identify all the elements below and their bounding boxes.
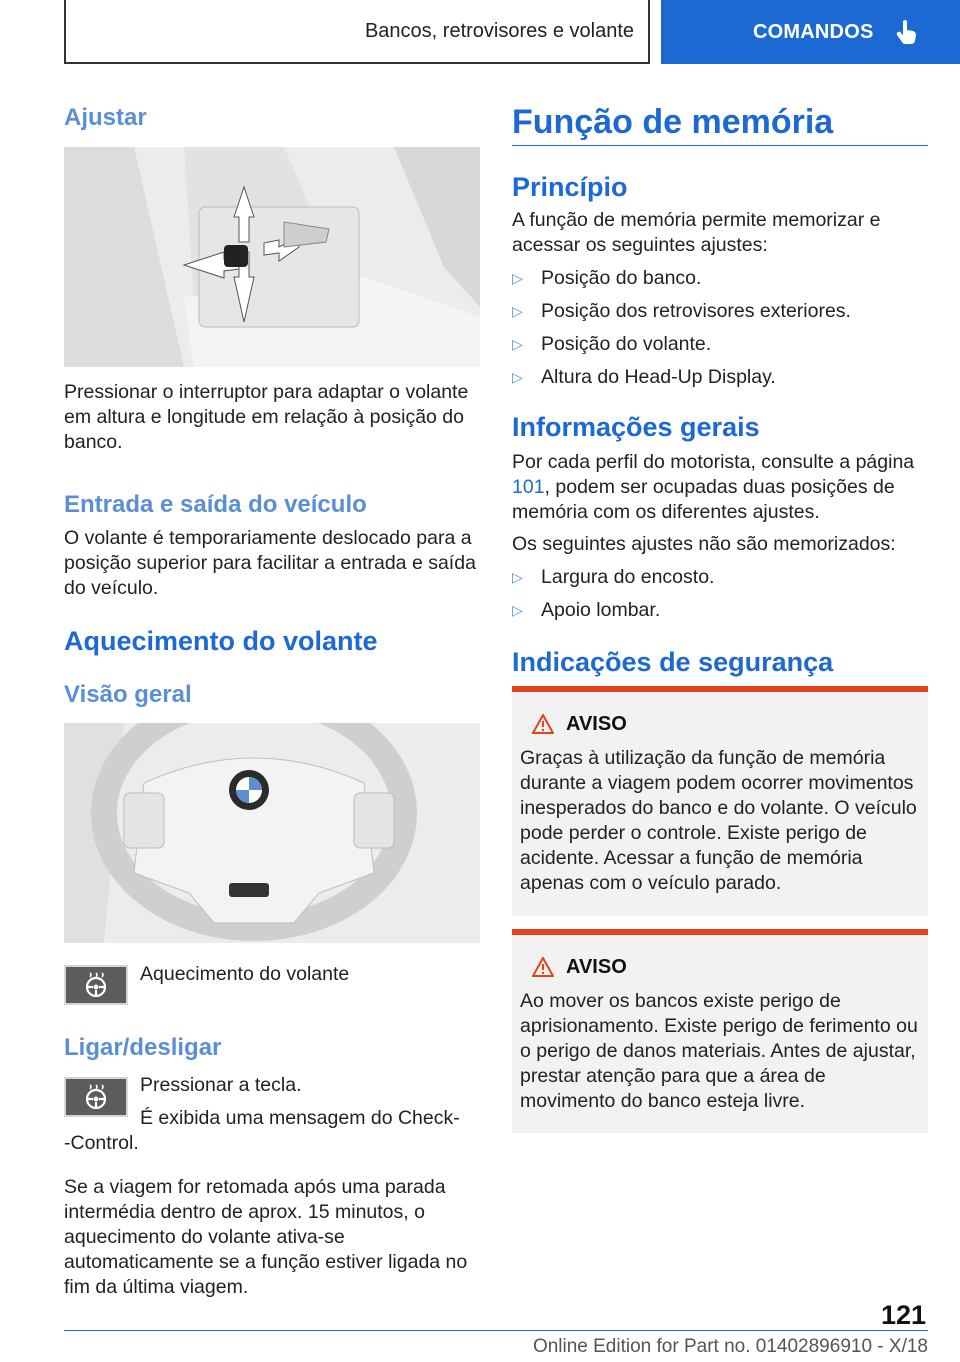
triangle-bullet-icon: ▷ <box>512 369 523 385</box>
heading-ajustar: Ajustar <box>64 104 147 131</box>
nao-memorizados-paragraph: Os seguintes ajustes não são memorizados: <box>512 533 896 555</box>
heading-visao-geral: Visão geral <box>64 681 192 708</box>
heading-aquecimento: Aquecimento do volante <box>64 626 378 656</box>
triangle-bullet-icon: ▷ <box>512 303 523 319</box>
warning-title-row <box>532 710 920 738</box>
list-item: ▷ Apoio lombar. <box>512 599 661 621</box>
heading-seguranca: Indicações de segurança <box>512 647 834 677</box>
warning-box-2 <box>512 929 928 1133</box>
ligar-step-1: Pressionar a tecla. <box>140 1074 302 1096</box>
heated-steering-icon <box>81 970 111 1000</box>
list-item: ▷ Posição do banco. <box>512 267 702 289</box>
nao-memorizados-list <box>512 565 714 631</box>
heated-steering-button-image <box>64 965 128 1005</box>
ligar-step-2-cont: -Control. <box>64 1132 139 1154</box>
heading-informacoes-gerais: Informações gerais <box>512 412 760 442</box>
info-paragraph: Por cada perfil do motorista, consulte a página 101, podem ser ocupadas duas posições de memória com os diferentes ajustes. <box>512 451 915 523</box>
warning-title: AVISO <box>566 712 627 735</box>
triangle-bullet-icon: ▷ <box>512 336 523 352</box>
heated-steering-icon <box>81 1082 111 1112</box>
list-item: ▷ Posição do volante. <box>512 333 712 355</box>
principio-list <box>512 266 851 398</box>
button-caption: Aquecimento do volante <box>140 963 350 985</box>
triangle-bullet-icon: ▷ <box>512 270 523 286</box>
warning-text: Graças à utilização da função de memória durante a viagem podem ocorrer movimentos inesperados do banco e do volante. O veículo pode perder o controle. Existe perigo de acidente. Acessar a função de memória apenas com o veículo parado. <box>520 747 917 894</box>
retomada-paragraph: Se a viagem for retomada após uma parada intermédia dentro de aprox. 15 minutos, o aquecimento do volante ativa-se automaticamente se a função estiver ligada no fim da última viagem. <box>64 1176 468 1298</box>
triangle-bullet-icon: ▷ <box>512 569 523 585</box>
warning-text: Ao mover os bancos existe perigo de aprisionamento. Existe perigo de ferimento ou o perigo de danos materiais. Antes de ajustar, prestar atenção para que a área de movimento do banco esteja livre. <box>520 990 918 1112</box>
footer-rule <box>64 1330 928 1331</box>
chapter-label: COMANDOS <box>753 20 874 43</box>
list-item: ▷ Largura do encosto. <box>512 566 715 588</box>
warning-triangle-icon <box>532 714 554 734</box>
steering-wheel-image <box>64 723 480 943</box>
steering-adjust-image <box>64 147 480 367</box>
page-link[interactable]: 101 <box>512 476 545 498</box>
running-header <box>64 0 650 64</box>
warning-title: AVISO <box>566 955 627 978</box>
list-item: ▷ Posição dos retrovisores exteriores. <box>512 300 851 322</box>
warning-triangle-icon <box>532 957 554 977</box>
heated-steering-button-image-2 <box>64 1077 128 1117</box>
triangle-bullet-icon: ▷ <box>512 602 523 618</box>
warning-title-row <box>532 953 920 981</box>
entrada-paragraph: O volante é temporariamente deslocado para a posição superior para facilitar a entrada e saída do veículo. <box>64 527 476 599</box>
heading-entrada-saida: Entrada e saída do veículo <box>64 491 367 518</box>
list-item: ▷ Altura do Head-Up Display. <box>512 366 776 388</box>
pointing-hand-icon <box>896 19 918 45</box>
warning-box-1 <box>512 686 928 916</box>
section-title: Bancos, retrovisores e volante <box>364 19 634 42</box>
ajustar-paragraph: Pressionar o interruptor para adaptar o volante em altura e longitude em relação à posição do banco. <box>64 381 469 453</box>
heading-funcao-memoria: Função de memória <box>512 103 834 141</box>
title-rule <box>512 145 928 146</box>
ligar-step-2: É exibida uma mensagem do Check- <box>140 1107 460 1129</box>
principio-paragraph: A função de memória permite memorizar e acessar os seguintes ajustes: <box>512 209 881 256</box>
heading-principio: Princípio <box>512 172 628 202</box>
page-number: 121 <box>880 1300 926 1330</box>
chapter-tab[interactable] <box>661 0 960 64</box>
heading-ligar-desligar: Ligar/desligar <box>64 1034 222 1061</box>
footer-edition: Online Edition for Part no. 01402896910 - X/18 <box>532 1336 928 1357</box>
